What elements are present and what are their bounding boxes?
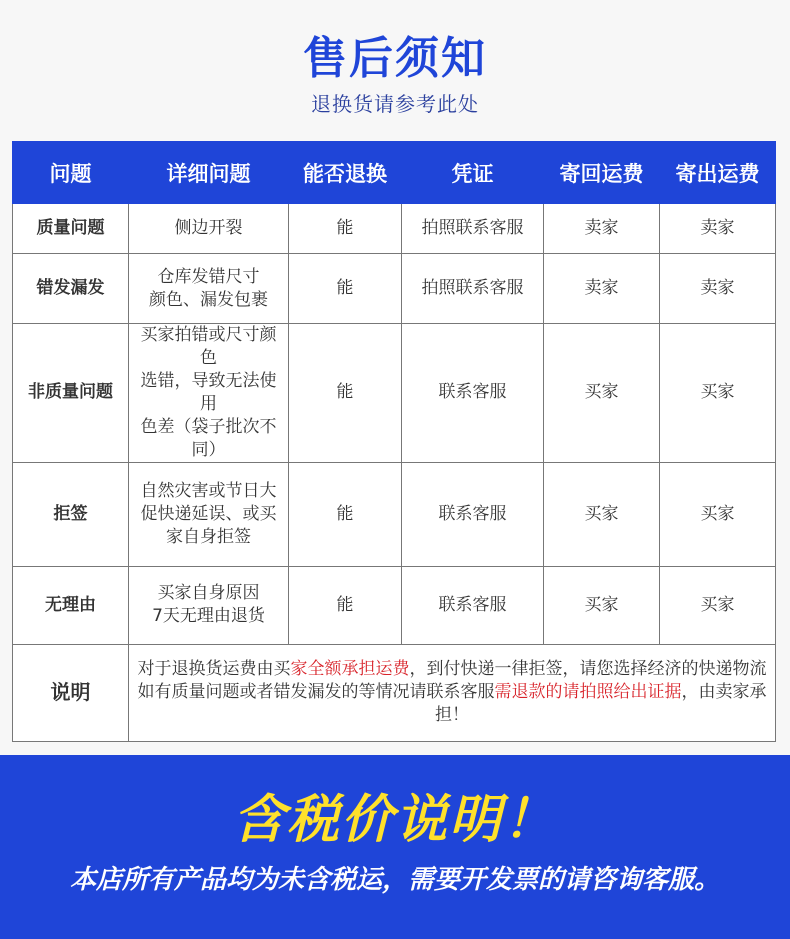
col-header-detail: 详细问题 [129, 142, 289, 204]
row-issue: 质量问题 [13, 204, 129, 254]
aftersale-table [12, 141, 776, 742]
note-part: ，由卖家承担！ [435, 682, 767, 726]
note-row [13, 644, 776, 741]
table-row [13, 566, 776, 644]
tax-slogan: 含税价说明！ [232, 790, 557, 850]
row-proof: 联系客服 [402, 566, 544, 644]
row-proof: 拍照联系客服 [402, 204, 544, 254]
detail-line: 色差（袋子批次不同） [140, 416, 277, 460]
tax-notice-banner [0, 755, 790, 939]
row-detail [129, 204, 289, 254]
row-send-fee: 买家 [660, 324, 776, 463]
col-header-proof: 凭证 [402, 142, 544, 204]
page-subtitle: 退换货请参考此处 [311, 92, 479, 116]
row-proof: 联系客服 [402, 462, 544, 566]
detail-line: 促快递延误、或买 [140, 503, 277, 524]
col-header-send-fee: 寄出运费 [660, 142, 776, 204]
table-row [13, 462, 776, 566]
table-row [13, 204, 776, 254]
col-header-return-fee: 寄回运费 [544, 142, 660, 204]
detail-line: 选错，导致无法使用 [140, 370, 277, 414]
detail-line: 买家自身原因 [157, 583, 260, 604]
row-send-fee: 卖家 [660, 254, 776, 324]
page-title: 售后须知 [303, 33, 487, 84]
note-highlight: 家全额承担运费 [290, 659, 410, 680]
row-return-fee: 卖家 [544, 204, 660, 254]
row-issue: 非质量问题 [13, 324, 129, 463]
row-send-fee: 卖家 [660, 204, 776, 254]
row-detail [129, 254, 289, 324]
row-detail [129, 462, 289, 566]
row-send-fee: 买家 [660, 566, 776, 644]
detail-line: 颜色、漏发包裹 [149, 289, 268, 310]
detail-line: 7天无理由退货 [152, 606, 265, 627]
row-return-fee: 卖家 [544, 254, 660, 324]
row-detail [129, 566, 289, 644]
row-returnable: 能 [289, 566, 402, 644]
table-row [13, 254, 776, 324]
row-returnable: 能 [289, 462, 402, 566]
detail-line: 家自身拒签 [166, 526, 251, 547]
row-return-fee: 买家 [544, 566, 660, 644]
row-returnable: 能 [289, 254, 402, 324]
note-highlight: 需退款的请拍照给出证据 [494, 682, 682, 703]
tax-description: 本店所有产品均为未含税运，需要开发票的请咨询客服。 [69, 865, 720, 895]
note-label: 说明 [13, 644, 129, 741]
note-text [129, 644, 776, 741]
row-issue: 错发漏发 [13, 254, 129, 324]
row-proof: 联系客服 [402, 324, 544, 463]
row-issue: 无理由 [13, 566, 129, 644]
note-part: ，到付快递一律拒签，请您选择经济的快递物流如有质量问题或者错发漏发的等情况请联系客服 [137, 659, 767, 703]
detail-line: 买家拍错或尺寸颜色 [140, 325, 277, 368]
row-return-fee: 买家 [544, 462, 660, 566]
table-row [13, 324, 776, 463]
row-send-fee: 买家 [660, 462, 776, 566]
row-detail [129, 324, 289, 463]
col-header-returnable: 能否退换 [289, 142, 402, 204]
row-issue: 拒签 [13, 462, 129, 566]
row-returnable: 能 [289, 204, 402, 254]
col-header-issue: 问题 [13, 142, 129, 204]
row-returnable: 能 [289, 324, 402, 463]
detail-line: 仓库发错尺寸 [157, 266, 260, 287]
row-proof: 拍照联系客服 [402, 254, 544, 324]
detail-line: 侧边开裂 [174, 218, 243, 239]
detail-line: 自然灾害或节日大 [140, 480, 277, 501]
row-return-fee: 买家 [544, 324, 660, 463]
note-part: 对于退换货运费由买 [137, 659, 291, 680]
table-header-row [13, 142, 776, 204]
